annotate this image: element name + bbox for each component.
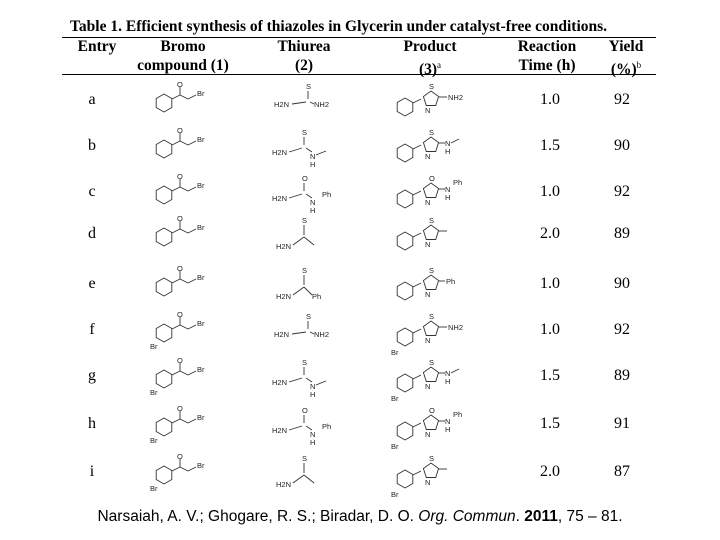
svg-text:Br: Br xyxy=(391,348,399,357)
yield-cell: 87 xyxy=(614,463,630,480)
bromo-structure xyxy=(150,265,220,309)
svg-text:N: N xyxy=(445,417,451,426)
svg-text:N: N xyxy=(425,382,431,391)
entry-cell: c xyxy=(88,183,96,200)
svg-text:Ph: Ph xyxy=(322,422,332,431)
svg-text:Br: Br xyxy=(197,89,205,98)
table-row xyxy=(62,125,656,171)
yield-cell: 89 xyxy=(614,367,630,384)
citation-journal: Org. Commun xyxy=(418,508,516,525)
thiourea-structure xyxy=(272,311,352,355)
yield-cell: 90 xyxy=(614,137,630,154)
reaction-time-cell: 1.5 xyxy=(540,367,560,384)
header-reaction-time: Reaction Time (h) xyxy=(517,38,577,74)
svg-text:O: O xyxy=(177,405,183,413)
svg-text:Br: Br xyxy=(197,135,205,144)
svg-text:O: O xyxy=(177,215,183,223)
svg-text:H: H xyxy=(310,160,316,169)
svg-text:N: N xyxy=(425,430,431,439)
svg-text:N: N xyxy=(425,478,431,487)
table-title-text: Efficient synthesis of thiazoles in Glycerin under catalyst-free conditions. xyxy=(121,18,608,35)
svg-text:S: S xyxy=(429,82,435,91)
yield-cell: 91 xyxy=(614,415,630,432)
svg-text:N: N xyxy=(310,382,316,391)
bromo-structure xyxy=(150,127,220,171)
svg-text:S: S xyxy=(306,312,312,321)
yield-cell: 89 xyxy=(614,225,630,242)
svg-text:Ph: Ph xyxy=(312,292,322,301)
product-structure xyxy=(387,215,477,261)
svg-text:H2N: H2N xyxy=(272,148,288,157)
svg-text:N: N xyxy=(310,152,316,161)
svg-text:S: S xyxy=(429,312,435,321)
svg-text:H: H xyxy=(445,425,451,434)
svg-text:Br: Br xyxy=(391,442,399,451)
citation-authors: Narsaiah, A. V.; Ghogare, R. S.; Biradar, D. O. xyxy=(97,508,419,525)
reaction-time-cell: 1.5 xyxy=(540,137,560,154)
table-row xyxy=(62,355,656,401)
entry-cell: f xyxy=(89,321,95,338)
svg-text:O: O xyxy=(429,174,435,183)
entry-cell: h xyxy=(88,415,96,432)
citation-year: 2011 xyxy=(524,508,558,525)
header-entry: Entry xyxy=(77,38,117,55)
svg-text:N: N xyxy=(425,152,431,161)
table-row xyxy=(62,263,656,309)
svg-text:H2N: H2N xyxy=(274,330,290,339)
table-row xyxy=(62,403,656,449)
bromo-structure xyxy=(150,81,220,125)
svg-text:N: N xyxy=(425,240,431,249)
svg-text:S: S xyxy=(302,128,308,137)
svg-text:N: N xyxy=(445,185,451,194)
thiourea-structure xyxy=(272,405,352,449)
svg-text:Ph: Ph xyxy=(453,410,463,419)
svg-text:H: H xyxy=(445,193,451,202)
table-title xyxy=(70,18,607,36)
reaction-time-cell: 2.0 xyxy=(540,225,560,242)
citation-pages: , 75 – 81. xyxy=(557,508,623,525)
svg-text:Br: Br xyxy=(150,342,158,351)
yield-cell: 92 xyxy=(614,91,630,108)
header-rule xyxy=(62,74,656,75)
reaction-time-cell: 2.0 xyxy=(540,463,560,480)
svg-text:O: O xyxy=(177,265,183,273)
table-row xyxy=(62,171,656,217)
svg-text:S: S xyxy=(429,128,435,137)
svg-text:S: S xyxy=(302,216,308,225)
svg-text:O: O xyxy=(429,406,435,415)
svg-text:H2N: H2N xyxy=(272,194,288,203)
entry-cell: e xyxy=(88,275,96,292)
svg-text:S: S xyxy=(302,266,308,275)
svg-text:H: H xyxy=(445,147,451,156)
svg-text:Br: Br xyxy=(391,490,399,499)
bromo-structure xyxy=(150,173,220,217)
svg-text:N: N xyxy=(425,336,431,345)
svg-text:N: N xyxy=(445,139,451,148)
svg-text:H2N: H2N xyxy=(276,292,292,301)
yield-cell: 90 xyxy=(614,275,630,292)
header-bromo: Bromo compound (1) xyxy=(137,38,229,74)
svg-text:H2N: H2N xyxy=(276,480,292,489)
thiourea-structure xyxy=(272,215,352,259)
svg-text:N: N xyxy=(425,198,431,207)
svg-text:H: H xyxy=(310,438,316,447)
citation-sep: . xyxy=(515,508,525,525)
svg-text:Br: Br xyxy=(150,484,158,493)
svg-text:O: O xyxy=(302,174,308,183)
table-row xyxy=(62,451,656,497)
svg-text:N: N xyxy=(445,369,451,378)
entry-cell: b xyxy=(88,137,96,154)
svg-text:Br: Br xyxy=(197,413,205,422)
thiourea-structure xyxy=(272,453,352,497)
svg-text:S: S xyxy=(302,358,308,367)
svg-text:S: S xyxy=(429,358,435,367)
thiourea-structure xyxy=(272,81,352,125)
svg-text:S: S xyxy=(306,82,312,91)
svg-text:N: N xyxy=(425,106,431,115)
entry-cell: a xyxy=(88,91,96,108)
svg-text:N: N xyxy=(310,198,316,207)
svg-text:S: S xyxy=(429,266,435,275)
citation xyxy=(0,508,720,526)
header-product: Product $(3)^a$ xyxy=(403,38,457,79)
thiourea-structure xyxy=(272,357,352,401)
svg-text:NH2: NH2 xyxy=(314,330,330,339)
svg-text:NH2: NH2 xyxy=(448,323,464,332)
product-structure xyxy=(387,81,477,127)
svg-text:O: O xyxy=(177,81,183,89)
svg-text:Br: Br xyxy=(197,319,205,328)
svg-text:Ph: Ph xyxy=(453,178,463,187)
thiourea-structure xyxy=(272,173,352,217)
table-row xyxy=(62,309,656,355)
svg-text:O: O xyxy=(177,311,183,319)
product-structure xyxy=(387,405,477,451)
yield-cell: 92 xyxy=(614,183,630,200)
svg-text:H2N: H2N xyxy=(272,378,288,387)
svg-text:N: N xyxy=(425,290,431,299)
bromo-structure xyxy=(150,357,220,401)
svg-text:H: H xyxy=(310,390,316,399)
svg-text:Br: Br xyxy=(150,388,158,397)
yield-cell: 92 xyxy=(614,321,630,338)
svg-text:O: O xyxy=(177,357,183,365)
svg-text:Br: Br xyxy=(197,365,205,374)
table-row xyxy=(62,79,656,125)
table-title-label: Table 1. xyxy=(70,18,122,35)
svg-text:Br: Br xyxy=(197,461,205,470)
svg-text:O: O xyxy=(177,453,183,461)
svg-text:S: S xyxy=(302,454,308,463)
entry-cell: d xyxy=(88,225,96,242)
product-structure xyxy=(387,357,477,403)
svg-text:H2N: H2N xyxy=(274,100,290,109)
svg-text:NH2: NH2 xyxy=(314,100,330,109)
header-yield: Yield (%)$^b$ xyxy=(608,38,644,79)
bromo-structure xyxy=(150,405,220,449)
svg-text:O: O xyxy=(177,127,183,135)
reaction-time-cell: 1.5 xyxy=(540,415,560,432)
svg-text:Br: Br xyxy=(197,223,205,232)
bromo-structure xyxy=(150,311,220,355)
reaction-time-cell: 1.0 xyxy=(540,183,560,200)
thiourea-structure xyxy=(272,265,352,309)
product-structure xyxy=(387,311,477,357)
svg-text:O: O xyxy=(177,173,183,181)
header-thiourea: Thiurea (2) xyxy=(277,38,331,74)
svg-text:Br: Br xyxy=(391,394,399,403)
reaction-time-cell: 1.0 xyxy=(540,275,560,292)
svg-text:O: O xyxy=(302,406,308,415)
product-structure xyxy=(387,453,477,499)
svg-text:NH2: NH2 xyxy=(448,93,464,102)
svg-text:H: H xyxy=(310,206,316,215)
svg-text:H2N: H2N xyxy=(272,426,288,435)
svg-text:H2N: H2N xyxy=(276,242,292,251)
svg-text:Ph: Ph xyxy=(446,277,456,286)
reaction-time-cell: 1.0 xyxy=(540,91,560,108)
product-structure xyxy=(387,127,477,173)
svg-text:S: S xyxy=(429,454,435,463)
reaction-time-cell: 1.0 xyxy=(540,321,560,338)
bromo-structure xyxy=(150,215,220,259)
svg-text:H: H xyxy=(445,377,451,386)
svg-text:Ph: Ph xyxy=(322,190,332,199)
entry-cell: i xyxy=(89,463,95,480)
bromo-structure xyxy=(150,453,220,497)
table-row xyxy=(62,213,656,259)
product-structure xyxy=(387,265,477,311)
svg-text:Br: Br xyxy=(197,181,205,190)
thiourea-structure xyxy=(272,127,352,171)
svg-text:S: S xyxy=(429,216,435,225)
svg-text:N: N xyxy=(310,430,316,439)
entry-cell: g xyxy=(88,367,96,384)
svg-text:Br: Br xyxy=(150,436,158,445)
svg-text:Br: Br xyxy=(197,273,205,282)
